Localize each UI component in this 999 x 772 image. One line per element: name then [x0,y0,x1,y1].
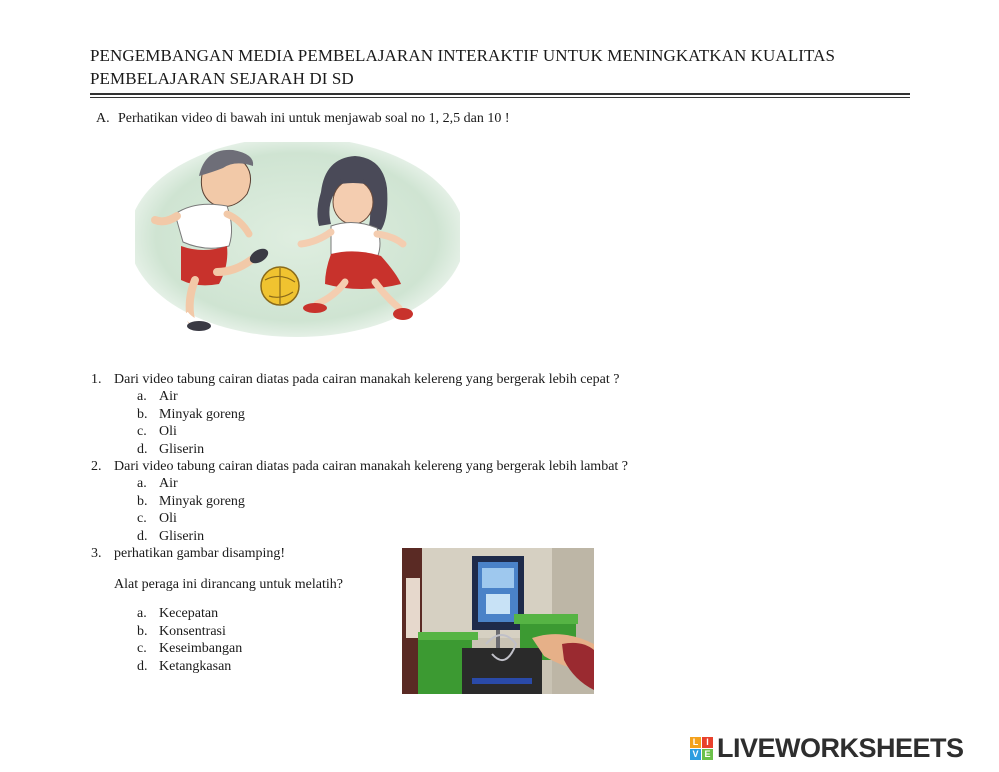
liveworksheets-logo-icon [690,737,713,760]
option-text: Gliserin [159,528,205,544]
option-item[interactable] [137,510,245,528]
question-text: Dari video tabung cairan diatas pada cairan manakah kelereng yang bergerak lebih cepat ? [114,372,620,387]
option-text: Ketangkasan [159,658,232,674]
option-letter: a. [137,476,147,491]
option-text: Air [159,476,178,491]
title-line-1: PENGEMBANGAN MEDIA PEMBELAJARAN INTERAKTIF UNTUK MENINGKATKAN KUALITAS [90,46,836,65]
logo-text: LIVEWORKSHEETS [717,733,964,763]
option-item[interactable] [137,406,245,424]
option-letter: c. [137,424,147,439]
option-item[interactable] [137,475,245,493]
children-football-illustration [135,142,460,337]
title-rule-thin [90,97,910,98]
option-text: Gliserin [159,441,205,457]
option-text: Konsentrasi [159,623,226,639]
section-letter: A. [96,111,110,126]
logo-letter-e: E [702,749,713,760]
document-title [90,44,920,90]
question-3-subtext [114,576,343,594]
option-item[interactable] [137,493,245,511]
option-text: Minyak goreng [159,406,245,422]
option-text: Oli [159,511,177,526]
question-2-options [137,475,245,545]
title-line-2: PEMBELAJARAN SEJARAH DI SD [90,69,354,88]
option-item[interactable] [137,658,242,676]
question-text: Dari video tabung cairan diatas pada cairan manakah kelereng yang bergerak lebih lambat ? [114,459,629,474]
option-letter: d. [137,658,148,674]
option-letter: b. [137,623,148,639]
option-letter: c. [137,641,147,656]
logo-letter-v: V [690,749,701,760]
question-subtext: Alat peraga ini dirancang untuk melatih? [114,577,343,592]
section-instruction-text: Perhatikan video di bawah ini untuk menjawab soal no 1, 2,5 dan 10 ! [118,111,510,126]
logo-letter-i: I [702,737,713,748]
option-text: Kecepatan [159,606,219,621]
option-letter: c. [137,511,147,526]
liveworksheets-logo[interactable] [690,733,964,763]
option-text: Air [159,389,178,404]
option-text: Oli [159,424,177,439]
option-item[interactable] [137,441,245,459]
option-item[interactable] [137,423,245,441]
option-text: Keseimbangan [159,641,243,656]
question-3-options [137,605,242,675]
question-1-options [137,388,245,458]
football [261,267,299,305]
logo-letter-l: L [690,737,701,748]
option-item[interactable] [137,388,245,406]
option-text: Minyak goreng [159,493,245,509]
option-letter: d. [137,528,148,544]
option-letter: d. [137,441,148,457]
apparatus-photo [402,548,594,694]
question-number: 1. [91,372,102,387]
option-item[interactable] [137,605,242,623]
question-text: perhatikan gambar disamping! [114,546,286,561]
option-letter: a. [137,389,147,404]
option-letter: b. [137,493,148,509]
section-a-instruction [96,110,510,128]
option-item[interactable] [137,623,242,641]
option-item[interactable] [137,528,245,546]
title-rule-thick [90,93,910,95]
question-number: 2. [91,459,102,474]
option-letter: a. [137,606,147,621]
question-number: 3. [91,546,102,561]
option-item[interactable] [137,640,242,658]
option-letter: b. [137,406,148,422]
